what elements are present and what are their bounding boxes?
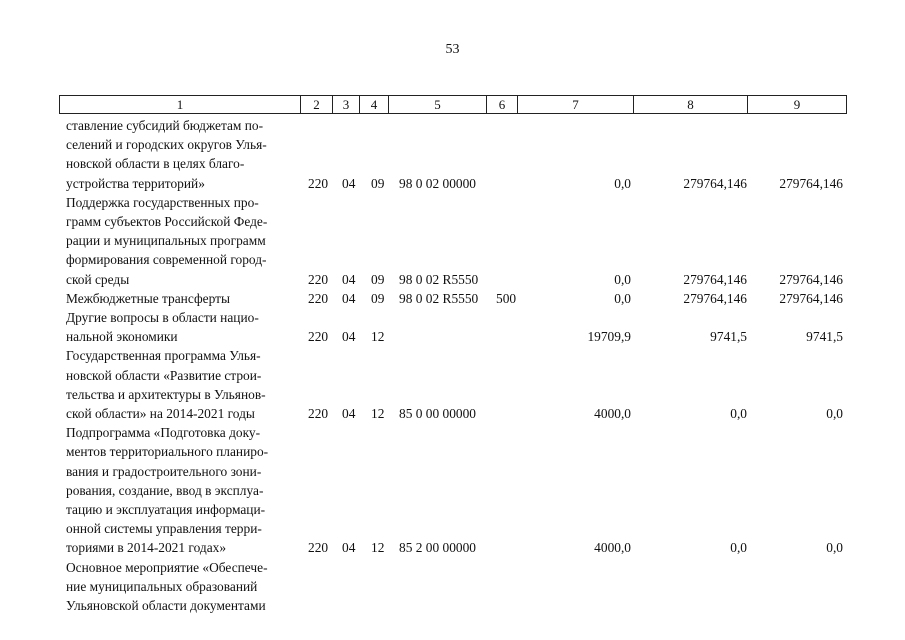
value-col-7: 19709,9 [587,329,631,345]
table-row [0,423,905,557]
code-col-3: 04 [342,329,356,345]
description-line: ставление субсидий бюджетам по- [66,118,264,133]
value-col-7: 0,0 [614,290,631,306]
code-col-3: 04 [342,405,356,421]
description-line: ской среды [66,271,130,287]
header-col-3: 3 [333,96,360,113]
value-col-8: 279764,146 [683,175,747,191]
value-col-9: 0,0 [826,540,843,556]
description-line: Ульяновской области документами [66,598,266,613]
page-number: 53 [445,42,460,57]
table-row [0,346,905,423]
header-col-8: 8 [634,96,748,113]
code-col-4: 12 [371,540,385,556]
description-line: ние муниципальных образований [66,578,258,594]
header-col-1: 1 [60,96,301,113]
header-col-5: 5 [389,96,487,113]
description-line: Основное мероприятие «Обеспече- [66,559,268,575]
code-col-3: 04 [342,271,356,287]
description-line: рации и муниципальных программ [66,233,266,249]
code-col-5: 98 0 02 R5550 [399,271,479,287]
description-line: Межбюджетные трансферты [66,290,230,306]
description-line: Подпрограмма «Подготовка доку- [66,425,261,441]
code-col-2: 220 [308,540,329,556]
description-line: ториями в 2014-2021 годах» [66,540,227,556]
header-col-7: 7 [518,96,634,113]
value-col-8: 9741,5 [710,329,747,345]
description-line: нальной экономики [66,329,178,345]
code-col-4: 09 [371,290,385,306]
header-col-2: 2 [301,96,333,113]
description-line: селений и городских округов Улья- [66,137,267,153]
value-col-9: 279764,146 [779,290,843,306]
code-col-2: 220 [308,329,329,345]
value-col-7: 0,0 [614,271,631,287]
header-col-4: 4 [360,96,389,113]
code-col-3: 04 [342,175,356,191]
table-row [0,558,905,616]
code-col-5: 98 0 02 00000 [399,175,476,191]
description-line: онной системы управления терри- [66,521,262,537]
description-line: тацию и эксплуатация информаци- [66,502,266,517]
code-col-4: 09 [371,271,385,287]
value-col-8: 0,0 [730,405,747,421]
description-line: устройства территорий» [66,175,205,191]
table-row [0,116,905,193]
description-line: грамм субъектов Российской Феде- [66,214,268,229]
description-line: новской области «Развитие строи- [66,367,262,383]
description-line: Поддержка государственных про- [66,194,259,210]
code-col-2: 220 [308,175,329,191]
value-col-9: 279764,146 [779,271,843,287]
value-col-8: 279764,146 [683,271,747,287]
description-line: вания и градостроительного зони- [66,463,262,479]
code-col-2: 220 [308,271,329,287]
description-line: формирования современной город- [66,252,267,268]
value-col-7: 4000,0 [594,540,631,556]
code-col-5: 85 2 00 00000 [399,540,476,556]
code-col-2: 220 [308,290,329,306]
table-header [59,95,847,114]
description-line: ментов территориального планиро- [66,444,269,460]
value-col-9: 0,0 [826,405,843,421]
value-col-8: 0,0 [730,540,747,556]
table-row [0,289,905,308]
code-col-4: 12 [371,405,385,421]
value-col-9: 9741,5 [806,329,843,345]
code-col-6: 500 [496,290,517,306]
description-line: Другие вопросы в области нацио- [66,310,259,325]
description-line: Государственная программа Улья- [66,348,261,364]
header-col-6: 6 [487,96,518,113]
description-line: ской области» на 2014-2021 годы [66,406,255,421]
code-col-3: 04 [342,290,356,306]
code-col-5: 98 0 02 R5550 [399,290,479,306]
code-col-3: 04 [342,540,356,556]
code-col-2: 220 [308,405,329,421]
value-col-9: 279764,146 [779,175,843,191]
value-col-8: 279764,146 [683,290,747,306]
description-line: новской области в целях благо- [66,156,245,172]
table-row [0,193,905,289]
code-col-4: 09 [371,175,385,191]
header-col-9: 9 [793,97,801,112]
code-col-4: 12 [371,329,385,345]
value-col-7: 4000,0 [594,405,631,421]
description-line: рования, создание, ввод в эксплуа- [66,482,264,498]
description-line: тельства и архитектуры в Ульянов- [66,386,266,402]
table-row [0,308,905,346]
code-col-5: 85 0 00 00000 [399,405,476,421]
value-col-7: 0,0 [614,175,631,191]
